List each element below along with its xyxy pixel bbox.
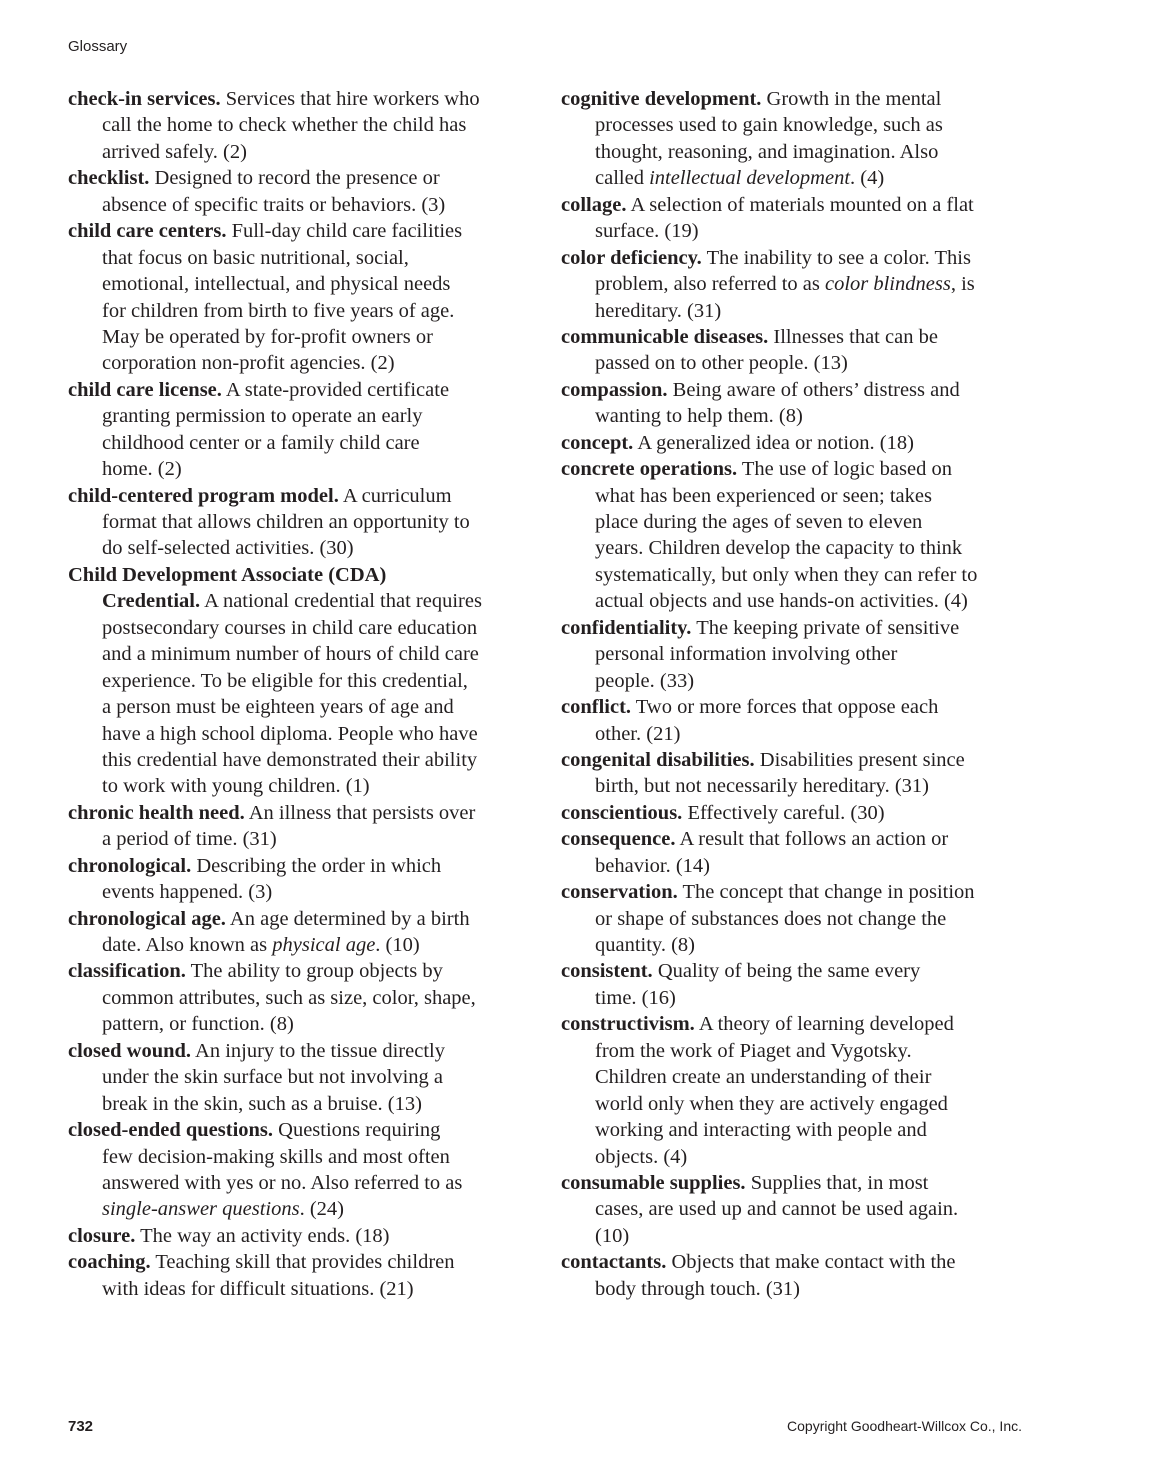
definition-text: common attributes, such as size, color, shape, [102,986,476,1009]
glossary-term: constructivism. [561,1013,695,1036]
entry-line [68,562,538,588]
entry-line [561,298,1031,324]
entry-line [561,112,1031,138]
definition-text: A state-provided certificate [225,378,450,401]
definition-text: corporation non-profit agencies. (2) [102,352,395,375]
definition-text: answered with yes or no. Also referred to as [102,1171,463,1194]
entry-line [561,430,1031,456]
entry-line [68,985,538,1011]
definition-italic-text: color blindness [824,273,951,296]
entry-line [68,350,538,376]
entry-line [561,985,1031,1011]
entry-line [561,509,1031,535]
glossary-entry [561,879,1031,958]
entry-line [68,112,538,138]
glossary-entry [68,1249,538,1302]
definition-text: . (10) [375,934,420,956]
entry-line [561,826,1031,852]
definition-text: a period of time. (31) [102,828,277,851]
glossary-entry [561,1170,1031,1249]
glossary-entry [561,1011,1031,1170]
glossary-term: communicable diseases. [561,325,769,348]
definition-text: world only when they are actively engaged [595,1092,948,1115]
definition-text: postsecondary courses in child care education [102,616,478,639]
glossary-term: consequence. [561,828,676,851]
glossary-entry [561,826,1031,879]
definition-text: actual objects and use hands-on activities. (4) [595,590,968,613]
definition-italic-text: intellectual development [649,167,851,190]
glossary-entry [561,958,1031,1011]
definition-text: . (24) [299,1198,344,1221]
definition-text: May be operated by for-profit owners or [102,325,433,348]
entry-line [561,1117,1031,1143]
entry-line [561,86,1031,112]
entry-line [561,641,1031,667]
entry-line [68,879,538,905]
glossary-entry [561,694,1031,747]
entry-line [561,1170,1031,1196]
definition-text: Questions requiring [278,1119,441,1142]
entry-line [68,245,538,271]
entry-line [68,668,538,694]
glossary-term: color deficiency. [561,246,702,269]
glossary-entry [68,377,538,483]
definition-text: format that allows children an opportunity to [102,511,470,533]
entry-line [68,958,538,984]
entry-line [68,747,538,773]
definition-text: have a high school diploma. People who have [102,722,478,745]
definition-text: do self-selected activities. (30) [102,537,354,560]
glossary-entry [68,86,538,165]
glossary-entry [68,1223,538,1249]
definition-text: people. (33) [595,669,695,692]
definition-text: problem, also referred to as [595,273,825,296]
entry-line [68,1249,538,1275]
glossary-entry [68,800,538,853]
entry-line [68,906,538,932]
entry-line [68,1011,538,1037]
definition-text: cases, are used up and cannot be used again. [595,1198,959,1221]
definition-text: what has been experienced or seen; takes [595,484,932,507]
glossary-entry [561,1249,1031,1302]
glossary-entry [561,800,1031,826]
glossary-entry [561,456,1031,615]
glossary-term: congenital disabilities. [561,748,755,771]
entry-line [561,483,1031,509]
glossary-entry [68,1117,538,1223]
definition-text: events happened. (3) [102,881,273,904]
glossary-term: chronic health need. [68,801,245,824]
definition-text: wanting to help them. (8) [595,405,803,428]
entry-line [68,1223,538,1249]
definition-text: from the work of Piaget and Vygotsky. [595,1039,912,1062]
definition-text: with ideas for difficult situations. (21) [102,1277,414,1300]
entry-line [68,1170,538,1196]
entry-line [68,403,538,429]
glossary-entry [68,218,538,377]
definition-text: few decision-making skills and most often [102,1145,450,1168]
entry-line [561,747,1031,773]
entry-line [68,456,538,482]
entry-line [561,668,1031,694]
entry-line [561,324,1031,350]
glossary-term: check-in services. [68,88,221,110]
definition-text: Designed to record the presence or [154,167,440,190]
definition-text: to work with young children. (1) [102,775,370,798]
glossary-term: closed-ended questions. [68,1119,274,1142]
entry-line [561,403,1031,429]
glossary-entry [561,377,1031,430]
definition-text: absence of specific traits or behaviors. (3) [102,193,446,216]
definition-text: The use of logic based on [741,458,952,481]
glossary-entry [561,192,1031,245]
entry-line [68,298,538,324]
copyright-notice: Copyright Goodheart-Willcox Co., Inc. [787,1418,1022,1434]
definition-text: The inability to see a color. This [706,246,971,269]
entry-line [561,1144,1031,1170]
glossary-term: collage. [561,193,627,216]
definition-text: processes used to gain knowledge, such as [595,114,943,137]
entry-line [68,139,538,165]
definition-text: systematically, but only when they can refer to [595,563,978,586]
definition-text: Supplies that, in most [750,1171,929,1194]
definition-text: Teaching skill that provides children [155,1251,455,1274]
glossary-term: Child Development Associate (CDA) [68,563,387,586]
definition-text: A curriculum [342,484,452,507]
definition-text: date. Also known as [102,934,273,956]
definition-text: place during the ages of seven to eleven [595,511,923,533]
definition-text: A result that follows an action or [679,828,949,851]
glossary-term: conservation. [561,881,678,904]
definition-text: childhood center or a family child care [102,431,420,454]
definition-text: A national credential that requires [204,590,482,613]
entry-line [68,1144,538,1170]
entry-line [561,456,1031,482]
definition-text: call the home to check whether the child has [102,114,467,137]
definition-text: arrived safely. (2) [102,140,247,163]
glossary-entry [68,562,538,800]
definition-text: objects. (4) [595,1145,688,1168]
glossary-term: coaching. [68,1251,151,1274]
entry-line [561,721,1031,747]
entry-line [561,562,1031,588]
definition-text: experience. To be eligible for this credential, [102,669,468,692]
definition-text: An age determined by a birth [229,907,470,930]
entry-line [561,1276,1031,1302]
glossary-term: child care centers. [68,220,227,243]
definition-text: surface. (19) [595,220,699,243]
entry-line [68,853,538,879]
entry-line [68,1117,538,1143]
entry-line [68,721,538,747]
definition-text: emotional, intellectual, and physical needs [102,273,451,296]
glossary-term: closed wound. [68,1039,192,1062]
definition-text: personal information involving other [595,643,898,666]
entry-line [561,1091,1031,1117]
definition-text: pattern, or function. (8) [102,1013,294,1036]
definition-text: Children create an understanding of their [595,1066,932,1089]
entry-line [561,1064,1031,1090]
definition-text: Full-day child care facilities [231,220,463,243]
definition-text: called [595,167,650,190]
definition-text: granting permission to operate an early [102,405,423,428]
definition-text: this credential have demonstrated their ability [102,748,478,771]
definition-text: Describing the order in which [196,854,442,877]
glossary-term: chronological age. [68,907,226,930]
definition-text: passed on to other people. (13) [595,352,848,375]
definition-text: The keeping private of sensitive [696,616,960,639]
entry-line [561,1196,1031,1222]
definition-text: Quality of being the same every [657,960,921,983]
definition-text: working and interacting with people and [595,1119,927,1142]
entry-line [561,1249,1031,1275]
entry-line [561,773,1031,799]
definition-italic-text: single-answer questions [102,1198,300,1221]
glossary-term: conflict. [561,696,632,719]
glossary-term: Credential. [102,590,201,613]
glossary-term: concrete operations. [561,458,738,481]
definition-text: and a minimum number of hours of child care [102,643,479,666]
entry-line [68,800,538,826]
entry-line [561,1038,1031,1064]
entry-line [561,615,1031,641]
entry-line [561,165,1031,191]
entry-line [68,271,538,297]
entry-line [561,588,1031,614]
definition-text: home. (2) [102,458,182,481]
entry-line [68,509,538,535]
glossary-term: closure. [68,1224,136,1247]
definition-text: other. (21) [595,722,681,745]
definition-text: quantity. (8) [595,934,696,956]
entry-line [68,377,538,403]
definition-text: for children from birth to five years of age. [102,299,455,322]
definition-text: body through touch. (31) [595,1277,800,1300]
glossary-column-right [561,86,1031,1302]
definition-text: time. (16) [595,986,676,1009]
entry-line [68,1038,538,1064]
glossary-entry [68,1038,538,1117]
page-number: 732 [68,1418,94,1435]
glossary-term: child care license. [68,378,222,401]
definition-text: Effectively careful. (30) [687,801,885,824]
glossary-term: concept. [561,431,634,454]
entry-line [68,535,538,561]
entry-line [68,641,538,667]
entry-line [561,245,1031,271]
glossary-entry [561,747,1031,800]
glossary-term: child-centered program model. [68,484,339,507]
glossary-term: cognitive development. [561,88,762,110]
definition-text: An illness that persists over [248,801,476,824]
definition-text: Illnesses that can be [773,325,938,348]
definition-text: The ability to group objects by [190,960,443,983]
definition-text: break in the skin, such as a bruise. (13) [102,1092,422,1115]
definition-text: years. Children develop the capacity to think [595,537,963,560]
definition-text: Services that hire workers who [225,88,480,110]
glossary-entry [68,906,538,959]
glossary-entry [561,324,1031,377]
glossary-entry [561,615,1031,694]
entry-line [68,86,538,112]
entry-line [561,1011,1031,1037]
entry-line [561,139,1031,165]
glossary-term: confidentiality. [561,616,692,639]
definition-text: An injury to the tissue directly [195,1039,445,1062]
entry-line [68,932,538,958]
definition-text: Being aware of others’ distress and [672,378,960,401]
entry-line [68,483,538,509]
definition-text: Objects that make contact with the [671,1251,956,1274]
definition-text: Two or more forces that oppose each [635,696,939,719]
entry-line [68,826,538,852]
glossary-entry [68,958,538,1037]
entry-line [561,377,1031,403]
entry-line [561,694,1031,720]
entry-line [68,1091,538,1117]
entry-line [68,192,538,218]
definition-text: A generalized idea or notion. (18) [637,431,914,454]
definition-text: Growth in the mental [766,88,942,110]
entry-line [68,1196,538,1222]
entry-line [68,430,538,456]
entry-line [561,535,1031,561]
entry-line [68,1276,538,1302]
definition-text: behavior. (14) [595,854,710,877]
definition-text: a person must be eighteen years of age and [102,696,454,719]
definition-text: (10) [595,1224,630,1247]
entry-line [68,588,538,614]
entry-line [68,218,538,244]
definition-text: A selection of materials mounted on a flat [630,193,974,216]
entry-line [561,958,1031,984]
entry-line [561,1223,1031,1249]
entry-line [68,165,538,191]
definition-text: , is [950,273,975,296]
entry-line [68,324,538,350]
glossary-entry [68,165,538,218]
definition-text: A theory of learning developed [698,1013,954,1036]
entry-line [68,615,538,641]
entry-line [68,773,538,799]
definition-text: . (4) [850,167,885,190]
glossary-term: consumable supplies. [561,1171,746,1194]
entry-line [561,853,1031,879]
entry-line [68,1064,538,1090]
glossary-term: classification. [68,960,186,983]
glossary-entry [68,483,538,562]
definition-text: that focus on basic nutritional, social, [102,246,409,269]
entry-line [561,879,1031,905]
entry-line [561,932,1031,958]
glossary-term: consistent. [561,960,653,983]
definition-text: Disabilities present since [759,748,965,771]
glossary-column-left [68,86,538,1302]
glossary-entry [68,853,538,906]
definition-text: hereditary. (31) [595,299,722,322]
glossary-term: conscientious. [561,801,683,824]
glossary-term: chronological. [68,854,192,877]
entry-line [68,694,538,720]
definition-italic-text: physical age [272,934,376,956]
entry-line [561,906,1031,932]
definition-text: birth, but not necessarily hereditary. (31) [595,775,929,798]
glossary-term: checklist. [68,167,150,190]
glossary-term: compassion. [561,378,668,401]
entry-line [561,218,1031,244]
glossary-entry [561,86,1031,192]
definition-text: The concept that change in position [682,881,975,904]
definition-text: under the skin surface but not involving a [102,1066,444,1089]
entry-line [561,350,1031,376]
glossary-entry [561,245,1031,324]
running-header: Glossary [68,38,128,55]
glossary-entry [561,430,1031,456]
glossary-term: contactants. [561,1251,667,1274]
entry-line [561,271,1031,297]
definition-text: or shape of substances does not change the [595,907,947,930]
definition-text: The way an activity ends. (18) [140,1224,390,1247]
entry-line [561,800,1031,826]
entry-line [561,192,1031,218]
definition-text: thought, reasoning, and imagination. Also [595,140,939,163]
